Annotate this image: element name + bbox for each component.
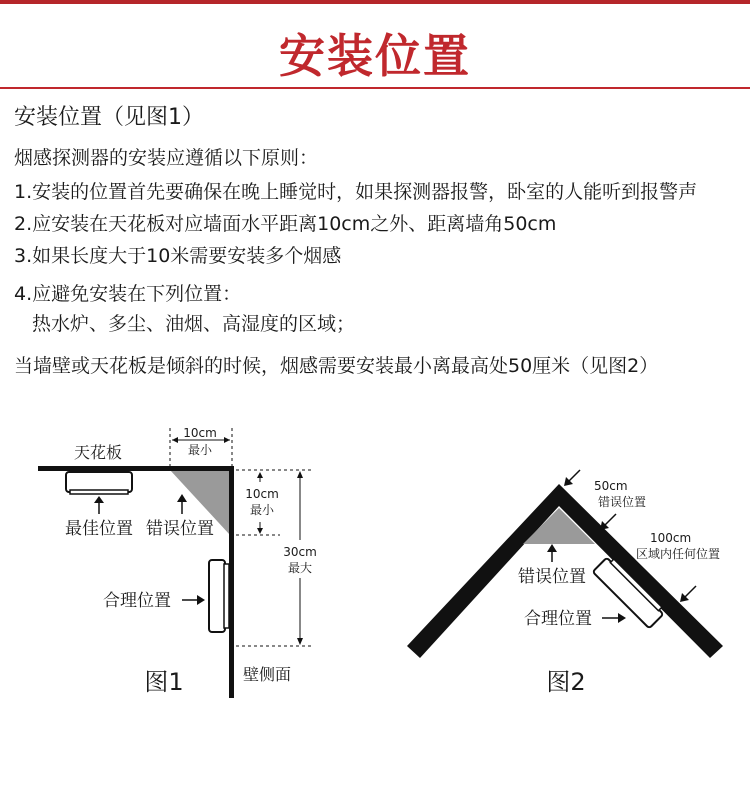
reasonable-arrowhead: [618, 613, 626, 623]
side-arrow: [684, 586, 696, 598]
mark-arrow: [604, 514, 616, 526]
reasonable-position-label: 合理位置: [524, 609, 592, 629]
best-position-label: 最佳位置: [65, 519, 133, 539]
wall-label: 壁侧面: [242, 665, 292, 684]
dim-top-value: 10cm: [183, 426, 217, 440]
wrong-position-label: 错误位置: [518, 567, 586, 587]
best-detector-base: [70, 490, 128, 494]
title-underline: [0, 87, 750, 89]
rule-2: 2.应安装在天花板对应墙面水平距离10cm之外、距离墙角50cm: [14, 213, 557, 235]
ceiling-line: [38, 466, 234, 471]
intro-text: 烟感探测器的安装应遵循以下原则：: [14, 147, 319, 169]
dim-side-note: 区域内任何位置: [636, 547, 721, 561]
wall-detector-base: [224, 564, 229, 628]
top-rule: [0, 0, 750, 4]
section-heading: 安装位置（见图1）: [14, 105, 204, 130]
wall-detector: [209, 560, 225, 632]
slope-note: 当墙壁或天花板是倾斜的时候，烟感需要安装最小离最高处50厘米（见图2）: [14, 355, 659, 377]
rule-3: 3.如果长度大于10米需要安装多个烟感: [14, 245, 342, 267]
rule-4: 4.应避免安装在下列位置：: [14, 283, 242, 305]
wrong-arrowhead: [547, 544, 557, 552]
dim-top-arrow-l: [172, 437, 178, 443]
wrong-position-label: 错误位置: [146, 519, 214, 539]
reasonable-position-label: 合理位置: [103, 591, 171, 611]
page-title: 安装位置: [279, 29, 471, 83]
dim-top-note: 最小: [187, 443, 213, 457]
figure-1-caption: 图1: [144, 668, 184, 696]
dim-side-value: 100cm: [650, 531, 692, 545]
ceiling-label: 天花板: [73, 443, 123, 462]
wrong-arrowhead: [177, 494, 187, 502]
dim-top-arrow-r: [224, 437, 230, 443]
dim-right-arrow-t: [297, 471, 303, 478]
dim-mid-arrow-t: [257, 472, 263, 478]
figure-2: [380, 410, 750, 794]
rule-1: 1.安装的位置首先要确保在晚上睡觉时，如果探测器报警，卧室的人能听到报警声: [14, 181, 698, 203]
figure-2-caption: 图2: [546, 668, 586, 696]
dim-top-value: 50cm: [594, 479, 628, 493]
dim-mid-arrow-b: [257, 528, 263, 534]
dim-right-arrow-b: [297, 638, 303, 645]
rule-4-detail: 热水炉、多尘、油烟、高湿度的区域；: [32, 313, 356, 335]
reasonable-arrowhead: [197, 595, 205, 605]
apex-arrow: [568, 470, 580, 482]
dim-top-note: 错误位置: [598, 495, 647, 509]
best-arrowhead: [94, 496, 104, 503]
dim-mid-value: 10cm: [245, 487, 279, 501]
dim-mid-note: 最小: [249, 503, 275, 517]
best-detector: [66, 472, 132, 492]
dim-right-note: 最大: [287, 561, 313, 575]
dim-right-value: 30cm: [283, 545, 317, 559]
figure-1: [0, 410, 380, 794]
